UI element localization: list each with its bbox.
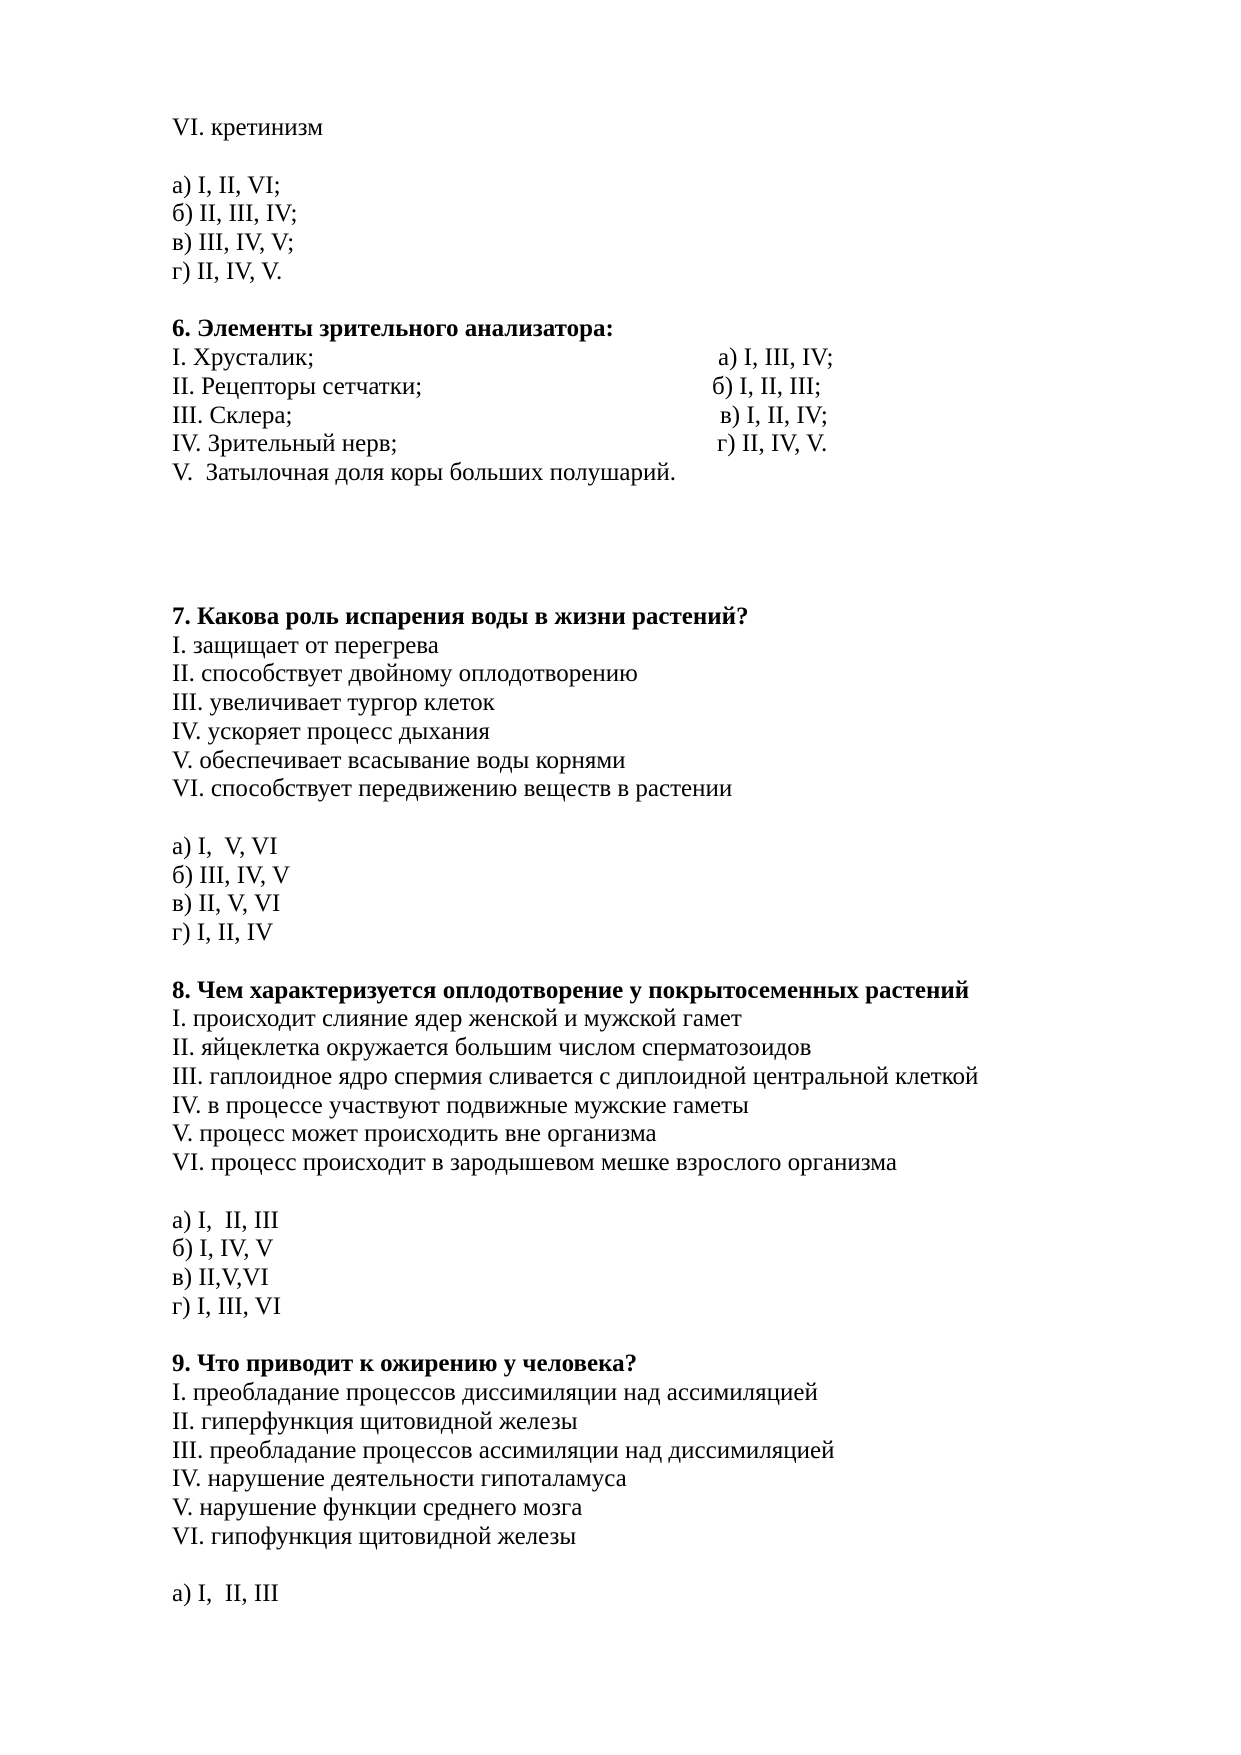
blank-line: [172, 287, 1182, 316]
question-item: IV. ускоряет процесс дыхания: [172, 717, 490, 745]
blank-line: [172, 143, 1182, 172]
blank-line: [172, 574, 1182, 603]
question-item: VI. кретинизм: [172, 114, 324, 141]
answer-option: в) III, IV, V;: [172, 229, 295, 256]
answer-option: а) I, V, VI: [172, 832, 278, 860]
blank-line: [172, 517, 1182, 546]
question-8: [172, 977, 1182, 1322]
question-7: [172, 603, 1182, 948]
question-title: 9. Что приводит к ожирению у человека?: [172, 1350, 638, 1378]
answer-option: а) I, II, VI;: [172, 171, 281, 199]
blank-line: [172, 1552, 1182, 1581]
question-row: [172, 373, 1182, 402]
answer-option: г) I, II, IV: [172, 919, 274, 946]
question-item: V. обеспечивает всасывание воды корнями: [172, 746, 626, 774]
question-item: IV. Зрительный нерв;: [172, 430, 398, 458]
question-item: V. нарушение функции среднего мозга: [172, 1494, 583, 1521]
blank-line: [172, 1322, 1182, 1351]
question-6: [172, 315, 1182, 488]
blank-line: [172, 948, 1182, 977]
question-5-fragment: [172, 114, 1182, 287]
answer-option: а) I, III, IV;: [718, 344, 834, 371]
answer-option: б) I, II, III;: [712, 372, 822, 400]
question-title: 7. Какова роль испарения воды в жизни растений?: [172, 602, 749, 630]
question-item: I. преобладание процессов диссимиляции над ассимиляцией: [172, 1379, 818, 1406]
question-item: II. яйцеклетка окружается большим числом сперматозоидов: [172, 1034, 812, 1061]
blank-line: [172, 804, 1182, 833]
question-item: III. гаплоидное ядро спермия сливается с диплоидной центральной клеткой: [172, 1062, 979, 1090]
answer-option: г) II, IV, V.: [717, 430, 828, 458]
answer-option: г) I, III, VI: [172, 1292, 282, 1320]
question-item: V. процесс может происходить вне организма: [172, 1120, 657, 1148]
question-item: VI. гипофункция щитовидной железы: [172, 1522, 577, 1550]
answer-option: а) I, II, III: [172, 1580, 279, 1608]
question-item: VI. процесс происходит в зародышевом мешке взрослого организма: [172, 1149, 897, 1176]
question-item: V. Затылочная доля коры больших полушарий.: [172, 459, 676, 486]
answer-option: б) I, IV, V: [172, 1235, 274, 1263]
question-row: [172, 430, 1182, 459]
answer-option: в) I, II, IV;: [720, 401, 828, 429]
question-item: I. защищает от перегрева: [172, 631, 439, 659]
question-item: II. гиперфункция щитовидной железы: [172, 1407, 578, 1435]
question-title: 6. Элементы зрительного анализатора:: [172, 315, 614, 343]
question-item: IV. нарушение деятельности гипоталамуса: [172, 1465, 627, 1493]
answer-option: в) II,V,VI: [172, 1264, 269, 1291]
question-item: VI. способствует передвижению веществ в растении: [172, 775, 733, 803]
question-title: 8. Чем характеризуется оплодотворение у покрытосеменных растений: [172, 976, 970, 1004]
test-document-body: [172, 114, 1182, 1609]
answer-option: б) II, III, IV;: [172, 200, 298, 228]
question-item: III. увеличивает тургор клеток: [172, 689, 495, 716]
question-item: I. Хрусталик;: [172, 344, 315, 371]
question-row: [172, 402, 1182, 431]
blank-line: [172, 1178, 1182, 1207]
question-item: I. происходит слияние ядер женской и мужской гамет: [172, 1005, 742, 1033]
blank-line: [172, 545, 1182, 574]
question-item: III. Склера;: [172, 401, 293, 429]
answer-option: а) I, II, III: [172, 1206, 279, 1234]
question-item: III. преобладание процессов ассимиляции над диссимиляцией: [172, 1436, 835, 1464]
blank-line: [172, 488, 1182, 517]
question-row: [172, 344, 1182, 373]
question-item: II. Рецепторы сетчатки;: [172, 372, 423, 400]
answer-option: г) II, IV, V.: [172, 257, 283, 285]
question-9: [172, 1350, 1182, 1609]
question-item: II. способствует двойному оплодотворению: [172, 660, 638, 688]
answer-option: в) II, V, VI: [172, 890, 281, 918]
question-item: IV. в процессе участвуют подвижные мужские гаметы: [172, 1091, 749, 1119]
answer-option: б) III, IV, V: [172, 861, 291, 889]
